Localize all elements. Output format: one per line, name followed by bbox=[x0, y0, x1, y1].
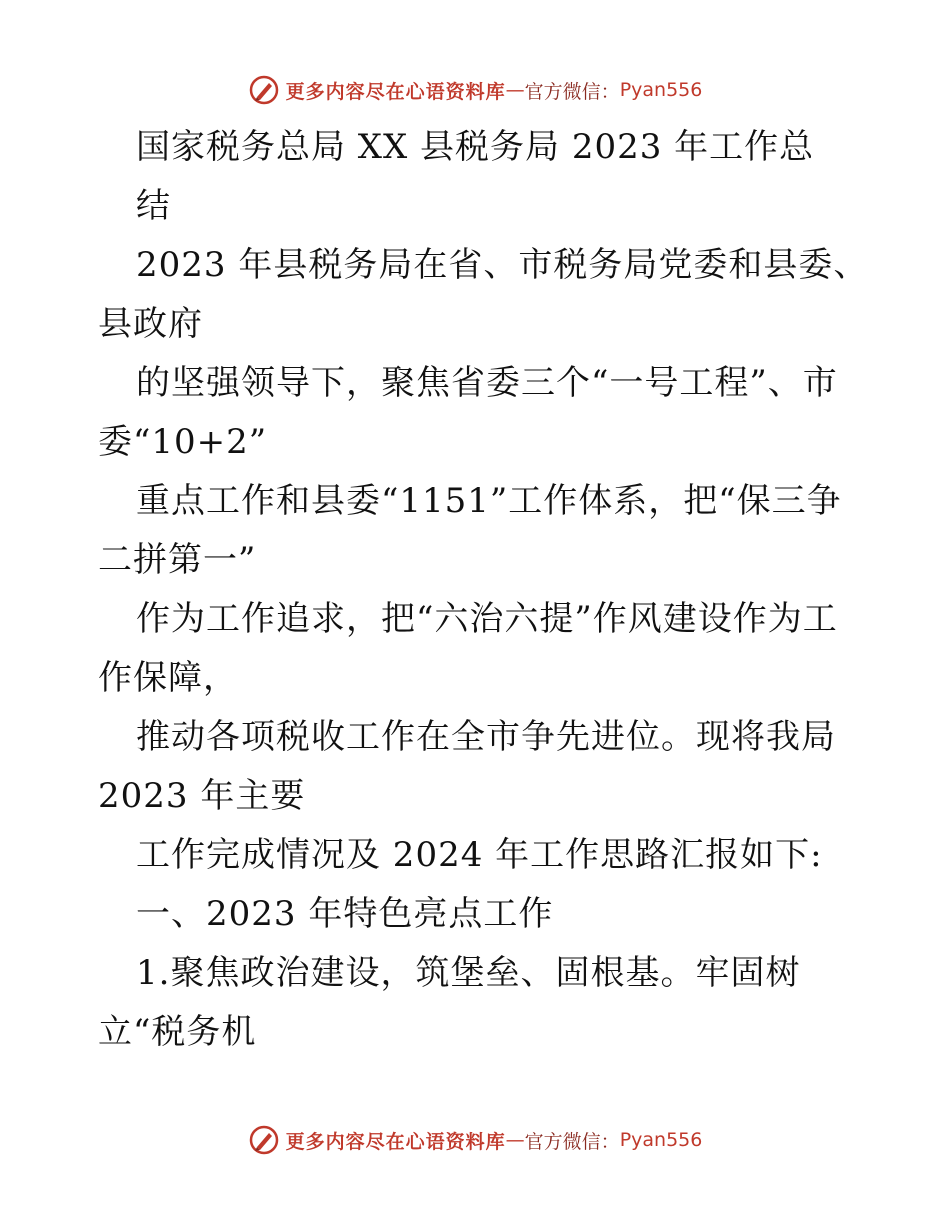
watermark-wechat-label: 官方微信： bbox=[524, 1130, 620, 1153]
watermark-wechat-id: Pyan556 bbox=[619, 79, 703, 101]
watermark-main-text: 更多内容尽在心语资料库 bbox=[285, 1130, 506, 1153]
watermark-wechat-label: 官方微信： bbox=[524, 80, 620, 103]
doc-paragraph-line: 作为工作追求，把“六治六提”作风建设作为工 bbox=[136, 599, 838, 639]
doc-title-line-1: 国家税务总局 XX 县税务局 2023 年工作总 bbox=[136, 127, 815, 167]
doc-paragraph-line: 2023 年县税务局在省、市税务局党委和县委、 bbox=[136, 245, 869, 285]
doc-paragraph-line: 1.聚焦政治建设，筑堡垒、固根基。牢固树 bbox=[136, 953, 801, 993]
watermark-separator: — bbox=[505, 1129, 525, 1151]
doc-paragraph-line: 推动各项税收工作在全市争先进位。现将我局 bbox=[136, 717, 836, 757]
doc-paragraph-line: 的坚强领导下，聚焦省委三个“一号工程”、市 bbox=[136, 363, 838, 403]
doc-paragraph-line: 2023 年主要 bbox=[98, 776, 306, 816]
doc-paragraph-line: 重点工作和县委“1151”工作体系，把“保三争 bbox=[136, 481, 842, 521]
doc-title-line-2: 结 bbox=[136, 186, 171, 226]
watermark-footer bbox=[0, 1120, 950, 1160]
watermark-separator: — bbox=[505, 79, 525, 101]
doc-paragraph-line: 二拼第一” bbox=[98, 540, 257, 580]
pen-circle-logo-icon bbox=[248, 1124, 280, 1156]
doc-paragraph-line: 县政府 bbox=[98, 304, 203, 344]
doc-paragraph-line: 工作完成情况及 2024 年工作思路汇报如下: bbox=[136, 835, 823, 875]
pen-circle-logo-icon bbox=[248, 74, 280, 106]
watermark-wechat-id: Pyan556 bbox=[619, 1129, 703, 1151]
watermark-main-text: 更多内容尽在心语资料库 bbox=[285, 80, 506, 103]
doc-paragraph-line: 作保障， bbox=[98, 658, 238, 698]
doc-paragraph-line: 委“10+2” bbox=[98, 422, 268, 462]
watermark-header bbox=[0, 70, 950, 110]
doc-section-heading: 一、2023 年特色亮点工作 bbox=[136, 894, 554, 934]
doc-paragraph-line: 立“税务机 bbox=[98, 1012, 257, 1052]
